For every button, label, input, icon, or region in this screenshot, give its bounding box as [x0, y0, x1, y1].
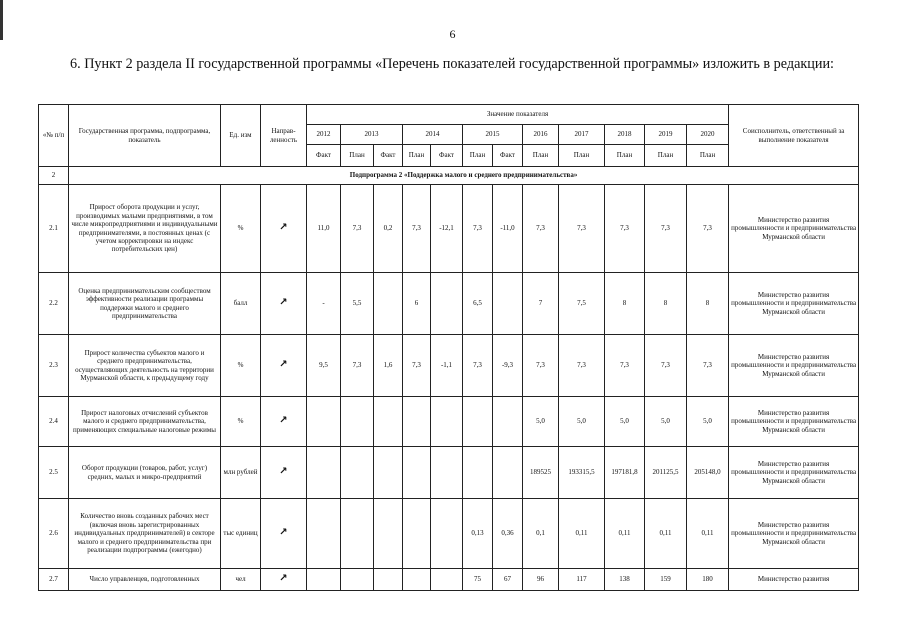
value-cell [374, 397, 403, 447]
value-cell: -12,1 [431, 185, 463, 273]
year-2015: 2015 [463, 125, 523, 145]
arrow-up-right-icon: ↗ [279, 527, 288, 539]
value-cell: 0,13 [463, 499, 493, 569]
row-unit: млн рублей [221, 447, 261, 499]
value-cell [403, 447, 431, 499]
header-direction: Направ-ленность [261, 105, 307, 167]
row-unit: % [221, 397, 261, 447]
row-indicator: Оценка предпринимательским сообществом эффективности реализации программы поддержки малого и среднего предпринимательства [69, 273, 221, 335]
direction-arrow-icon [261, 569, 307, 591]
value-cell [403, 569, 431, 591]
value-cell: 7,3 [605, 335, 645, 397]
value-cell: 117 [559, 569, 605, 591]
value-cell: 159 [645, 569, 687, 591]
value-cell [431, 447, 463, 499]
value-cell: 0,11 [605, 499, 645, 569]
value-cell: 7,3 [463, 335, 493, 397]
value-cell: 7,3 [341, 335, 374, 397]
value-cell: 0,11 [687, 499, 729, 569]
value-cell: - [307, 273, 341, 335]
amendment-heading: 6. Пункт 2 раздела II государственной программы «Перечень показателей государственной программы» изложить в редакции: [70, 56, 834, 72]
section-num: 2 [39, 167, 69, 185]
arrow-up-right-icon: ↗ [279, 359, 288, 371]
value-cell: 0,2 [374, 185, 403, 273]
value-cell [431, 499, 463, 569]
row-responsible: Министерство развития промышленности и предпринимательства Мурманской области [729, 447, 859, 499]
value-cell [374, 447, 403, 499]
value-cell: 5,0 [645, 397, 687, 447]
header-value-group: Значение показателя [307, 105, 729, 125]
value-cell: -9,3 [493, 335, 523, 397]
value-cell: 7,3 [523, 185, 559, 273]
value-cell: 7,3 [559, 335, 605, 397]
value-cell [403, 499, 431, 569]
row-responsible: Министерство развития промышленности и предпринимательства Мурманской области [729, 499, 859, 569]
sub-header: Факт [374, 145, 403, 167]
direction-arrow-icon [261, 397, 307, 447]
value-cell: 201125,5 [645, 447, 687, 499]
row-unit: балл [221, 273, 261, 335]
direction-arrow-icon [261, 335, 307, 397]
value-cell: 197181,8 [605, 447, 645, 499]
value-cell: 205148,0 [687, 447, 729, 499]
year-2020: 2020 [687, 125, 729, 145]
row-num: 2.7 [39, 569, 69, 591]
value-cell: 0,1 [523, 499, 559, 569]
year-2016: 2016 [523, 125, 559, 145]
sub-header: План [523, 145, 559, 167]
value-cell: 6 [403, 273, 431, 335]
row-indicator: Число управленцев, подготовленных [69, 569, 221, 591]
sub-header: План [403, 145, 431, 167]
value-cell: 67 [493, 569, 523, 591]
row-num: 2.3 [39, 335, 69, 397]
value-cell [307, 499, 341, 569]
value-cell: 9,5 [307, 335, 341, 397]
value-cell: 8 [687, 273, 729, 335]
table-row [39, 397, 859, 447]
year-2018: 2018 [605, 125, 645, 145]
value-cell: 7,3 [341, 185, 374, 273]
row-unit: чел [221, 569, 261, 591]
value-cell: -11,0 [493, 185, 523, 273]
value-cell [341, 447, 374, 499]
table-row [39, 447, 859, 499]
indicators-table [38, 104, 859, 591]
sub-header: План [605, 145, 645, 167]
year-2017: 2017 [559, 125, 605, 145]
direction-arrow-icon [261, 273, 307, 335]
value-cell: 8 [645, 273, 687, 335]
row-indicator: Прирост количества субъектов малого и среднего предпринимательства, осуществляющих деятельность на территории Мурманской области, к предыдущему году [69, 335, 221, 397]
page-number: 6 [449, 27, 456, 41]
value-cell [463, 447, 493, 499]
value-cell: -1,1 [431, 335, 463, 397]
sub-header: План [645, 145, 687, 167]
row-num: 2.6 [39, 499, 69, 569]
arrow-up-right-icon: ↗ [279, 297, 288, 309]
value-cell: 8 [605, 273, 645, 335]
value-cell: 7,3 [463, 185, 493, 273]
year-2019: 2019 [645, 125, 687, 145]
value-cell: 5,0 [605, 397, 645, 447]
direction-arrow-icon [261, 447, 307, 499]
arrow-up-right-icon: ↗ [279, 222, 288, 234]
value-cell: 5,0 [559, 397, 605, 447]
row-unit: % [221, 335, 261, 397]
direction-arrow-icon [261, 185, 307, 273]
row-indicator: Оборот продукции (товаров, работ, услуг) средних, малых и микро-предприятий [69, 447, 221, 499]
value-cell: 7,3 [523, 335, 559, 397]
header-row-1 [39, 105, 859, 125]
sub-header: Факт [307, 145, 341, 167]
value-cell: 138 [605, 569, 645, 591]
value-cell: 7,3 [605, 185, 645, 273]
row-responsible: Министерство развития [729, 569, 859, 591]
table-row [39, 499, 859, 569]
value-cell: 96 [523, 569, 559, 591]
arrow-up-right-icon: ↗ [279, 573, 288, 585]
value-cell: 7,3 [645, 185, 687, 273]
value-cell: 7,3 [687, 335, 729, 397]
table-row [39, 569, 859, 591]
row-num: 2.2 [39, 273, 69, 335]
row-num: 2.1 [39, 185, 69, 273]
year-2013: 2013 [341, 125, 403, 145]
row-indicator: Прирост налоговых отчислений субъектов малого и среднего предпринимательства, применяющих специальные налоговые режимы [69, 397, 221, 447]
value-cell: 7,3 [645, 335, 687, 397]
value-cell [307, 397, 341, 447]
value-cell: 7,3 [403, 335, 431, 397]
value-cell: 7,3 [559, 185, 605, 273]
value-cell [493, 447, 523, 499]
value-cell [374, 569, 403, 591]
row-responsible: Министерство развития промышленности и предпринимательства Мурманской области [729, 335, 859, 397]
value-cell: 0,36 [493, 499, 523, 569]
header-indicator: Государственная программа, подпрограмма, показатель [69, 105, 221, 167]
row-indicator: Количество вновь созданных рабочих мест (включая вновь зарегистрированных индивидуальных предпринимателей) в секторе малого и среднего предпринимательства при реализации подпрограммы (ежегодно) [69, 499, 221, 569]
sub-header: Факт [493, 145, 523, 167]
value-cell: 7,3 [687, 185, 729, 273]
value-cell: 189525 [523, 447, 559, 499]
value-cell: 7,3 [403, 185, 431, 273]
section-title: Подпрограмма 2 «Поддержка малого и среднего предпринимательства» [69, 167, 859, 185]
table-row [39, 273, 859, 335]
value-cell: 7 [523, 273, 559, 335]
sub-header: Факт [431, 145, 463, 167]
value-cell [403, 397, 431, 447]
table-row [39, 335, 859, 397]
row-unit: % [221, 185, 261, 273]
value-cell: 6,5 [463, 273, 493, 335]
table-row [39, 185, 859, 273]
value-cell [341, 499, 374, 569]
value-cell: 5,5 [341, 273, 374, 335]
value-cell: 5,0 [687, 397, 729, 447]
value-cell: 75 [463, 569, 493, 591]
sub-header: План [687, 145, 729, 167]
sub-header: План [463, 145, 493, 167]
direction-arrow-icon [261, 499, 307, 569]
value-cell: 180 [687, 569, 729, 591]
row-num: 2.4 [39, 397, 69, 447]
value-cell [374, 499, 403, 569]
header-unit: Ед. изм [221, 105, 261, 167]
sub-header: План [559, 145, 605, 167]
value-cell [463, 397, 493, 447]
header-num: «№ п/п [39, 105, 69, 167]
row-responsible: Министерство развития промышленности и предпринимательства Мурманской области [729, 185, 859, 273]
value-cell: 0,11 [559, 499, 605, 569]
value-cell [341, 397, 374, 447]
header-responsible: Соисполнитель, ответственный за выполнение показателя [729, 105, 859, 167]
section-row [39, 167, 859, 185]
row-responsible: Министерство развития промышленности и предпринимательства Мурманской области [729, 397, 859, 447]
arrow-up-right-icon: ↗ [279, 415, 288, 427]
sub-header: План [341, 145, 374, 167]
value-cell [307, 569, 341, 591]
value-cell [431, 569, 463, 591]
value-cell [341, 569, 374, 591]
value-cell [493, 273, 523, 335]
value-cell [431, 273, 463, 335]
arrow-up-right-icon: ↗ [279, 466, 288, 478]
value-cell [431, 397, 463, 447]
year-2014: 2014 [403, 125, 463, 145]
row-responsible: Министерство развития промышленности и предпринимательства Мурманской области [729, 273, 859, 335]
value-cell: 11,0 [307, 185, 341, 273]
row-unit: тыс единиц [221, 499, 261, 569]
value-cell: 7,5 [559, 273, 605, 335]
value-cell: 0,11 [645, 499, 687, 569]
row-num: 2.5 [39, 447, 69, 499]
value-cell: 193315,5 [559, 447, 605, 499]
row-indicator: Прирост оборота продукции и услуг, производимых малыми предприятиями, в том числе микропредприятиями и индивидуальными предпринимателями, в постоянных ценах (с учетом корректировки на индекс потребительских цен) [69, 185, 221, 273]
value-cell [374, 273, 403, 335]
year-2012: 2012 [307, 125, 341, 145]
value-cell [493, 397, 523, 447]
value-cell: 5,0 [523, 397, 559, 447]
value-cell: 1,6 [374, 335, 403, 397]
value-cell [307, 447, 341, 499]
